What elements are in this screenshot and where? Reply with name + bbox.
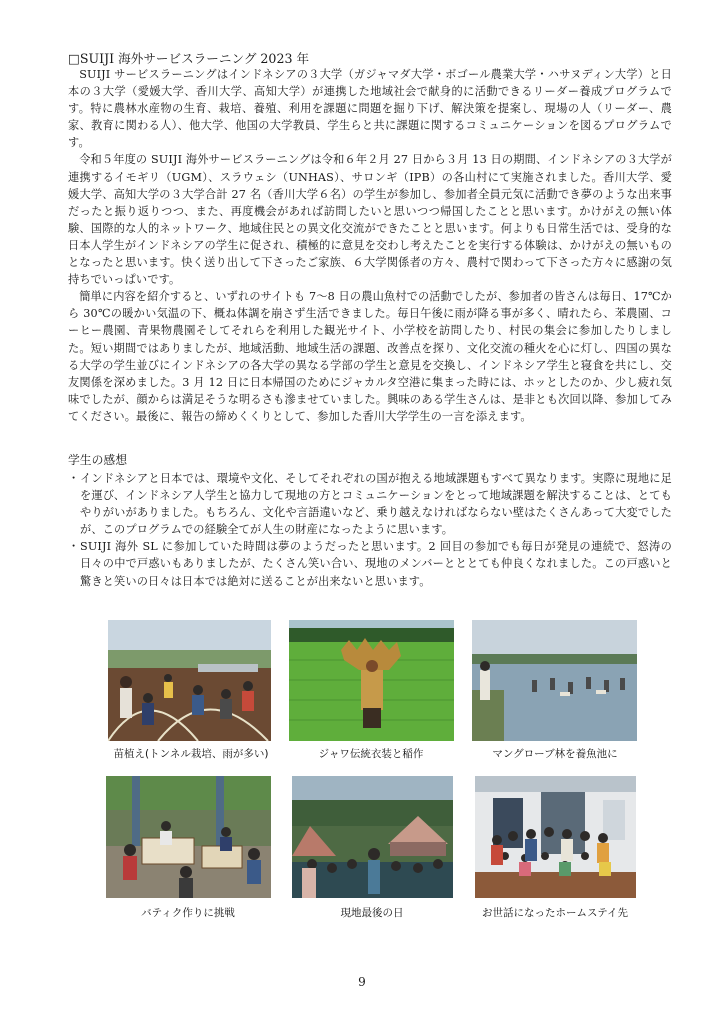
photo-mangrove-fishpond — [472, 620, 637, 741]
photo-homestay — [475, 776, 636, 898]
impression-text: SUIJI 海外 SL に参加していた時間は夢のようだったと思います。2 回目の参加でも毎日が発見の連続で、怒涛の日々の中で戸惑いもありましたが、たくさん笑い合い、現地のメンバーとととても仲良くなれました。この戸惑いと驚きと笑いの日々は日本では絶対に送ることが出来ないと思います。 — [80, 540, 672, 588]
photo-caption: 苗植え(トンネル栽培、雨が多い) — [113, 748, 269, 760]
photo-caption: ジャワ伝統衣装と稲作 — [318, 748, 424, 760]
photo-caption: お世話になったホームステイ先 — [481, 907, 629, 919]
photo-seedling-planting — [108, 620, 271, 741]
document-title: □SUIJI 海外サービスラーニング 2023 年 — [68, 51, 310, 66]
paragraph-intro: SUIJI サービスラーニングはインドネシアの３大学（ガジャマダ大学・ボゴール農業大学・ハサヌディン大学）と日本の３大学（愛媛大学、香川大学、高知大学）が連携した地域社会で献身的に活動できるリーダー養成プログラムです。特に農林水産物の生育、栽培、養殖、利用を課題に問題を掘り下げ、解決策を提案し、現場の人（リーダー、農家、教育に関わる人）、他大学、他国の大学教員、学生らと共に課題に関するコミュニケーションを図るプログラムです。 — [68, 68, 672, 150]
impression-item — [68, 470, 672, 538]
impression-text: インドネシアと日本では、環境や文化、そしてそれぞれの国が抱える地域課題もすべて異なります。実際に現地に足を運び、インドネシア人学生と協力して現地の方とコミュニケーションをとって地域課題を解決することは、とてもやりがいがありました。もちろん、文化や言語違いなど、乗り越えなければならない壁はたくさんあって大変でしたが、このプログラムでの経験全てが人生の財産になったように思います。 — [80, 472, 672, 537]
bullet-mark: ・ — [68, 540, 80, 554]
impression-item — [68, 538, 672, 589]
impressions-section — [68, 451, 672, 590]
photo-last-day — [292, 776, 453, 898]
photo-traditional-costume — [289, 620, 454, 741]
body-text — [68, 66, 672, 425]
paragraph-details: 簡単に内容を紹介すると、いずれのサイトも 7〜8 日の農山魚村での活動でしたが、参加者の皆さんは毎日、17℃から 30℃の暖かい気温の下、概ね体調を崩さず生活できました。毎日午後に雨が降る事が多く、晴れたら、苯農園、コーヒー農園、青果物農園そしてそれらを利用した観光サイト、小学校を訪問したり、村民の集会に参加したりしました。短い期間ではありましたが、地域活動、地域生活の課題、改善点を探り、文化交流の種火を心に灯し、四国の異なる大学の学生並びにインドネシアの各大学の異なる学部の学生と意見を交換し、インドネシア学生と寝食を共にし、交友関係を深めました。3 月 12 日に日本帰国のためにジャカルタ空港に集まった時には、ホッとしたのか、少し疲れ気味でしたが、顔からは満足そうな明るさも滲ませていました。興味のある学生さんは、是非とも次回以降、参加してみてください。最後に、報告の締めくくりとして、参加した香川大学学生の一言を添えます。 — [68, 290, 672, 423]
photo-caption: 現地最後の日 — [340, 907, 404, 919]
impressions-heading: 学生の感想 — [68, 453, 127, 467]
photo-caption: バティク作りに挑戦 — [141, 907, 235, 919]
page-number: 9 — [358, 975, 366, 989]
paragraph-overview: 令和５年度の SUIJI 海外サービスラーニングは令和６年２月 27 日から３月 13 日の期間、インドネシアの３大学が連携するイモギリ（UGM）、スラウェシ（UNHAS）、サロンギ（IPB）の各山村にて実施されました。香川大学、愛媛大学、高知大学の３大学合計 27 名（香川大学６名）の学生が参加し、参加者全員元気に活動でき夢のような出来事だったと振り返りつつ、また、再度機会があれば訪問したいと思いつつ帰国したことと思います。かけがえの無い体験、国際的な人的ネットワーク、地域住民との異文化交流ができたことと思います。何よりも日常生活では、受身的な日本人学生がインドネシアの学生に促され、積極的に意見を交わし考えたことを実行する体験は、かけがえの無いものとなったと思います。快く送り出して下さったご家族、６大学関係者の方々、農村で関わって下さった方々に感謝の気持ちでいっぱいです。 — [68, 153, 672, 287]
photo-caption: マングローブ林を養魚池に — [492, 748, 618, 760]
bullet-mark: ・ — [68, 472, 80, 485]
photo-batik-making — [106, 776, 271, 898]
